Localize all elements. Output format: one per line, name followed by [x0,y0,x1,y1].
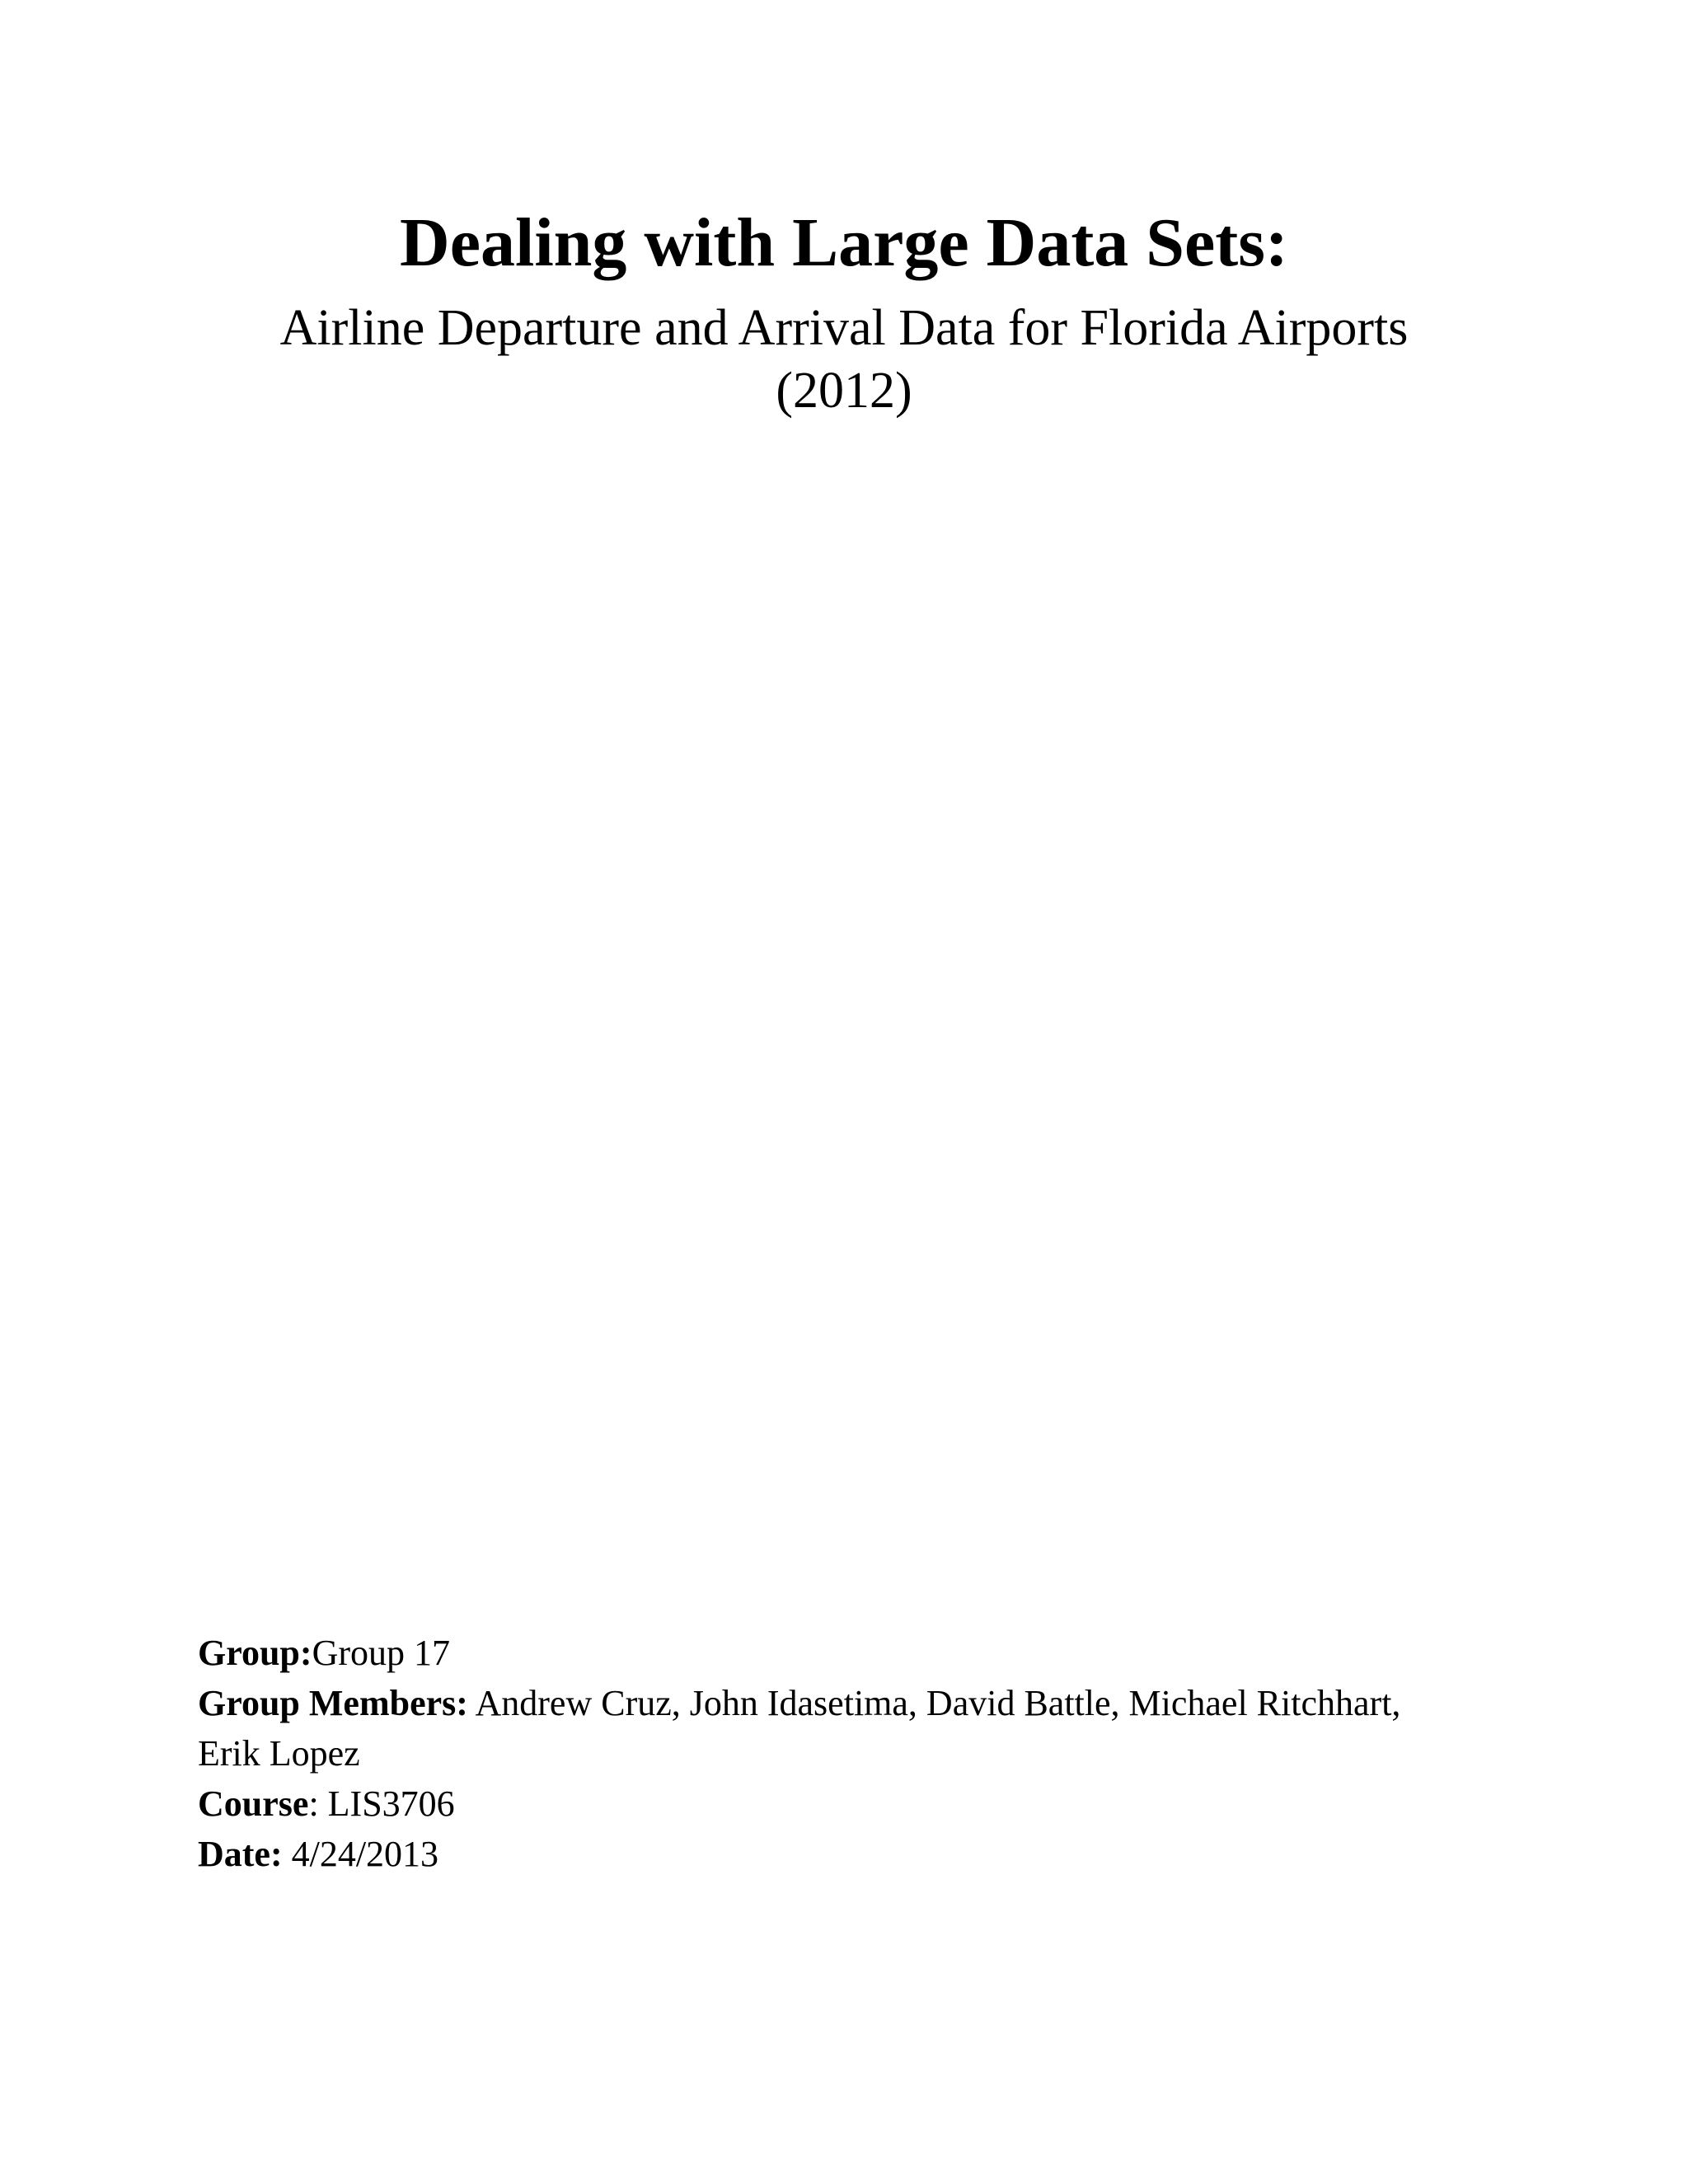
subtitle-year: (2012) [776,363,912,419]
members-line [198,1678,1517,1728]
date-line [198,1829,1517,1879]
course-line [198,1779,1517,1829]
members-value-continued: Erik Lopez [198,1733,360,1774]
group-line [198,1628,1517,1678]
date-label: Date: [198,1834,283,1874]
title-block [0,198,1688,422]
date-value: 4/24/2013 [282,1834,439,1874]
subtitle-line: Airline Departure and Arrival Data for Florida Airports [279,300,1409,356]
group-label: Group: [198,1633,312,1673]
members-value: Andrew Cruz, John Idasetima, David Battle, Michael Ritchhart, [467,1683,1401,1723]
members-line-continued [198,1728,1517,1779]
group-value: Group 17 [312,1633,450,1673]
members-label: Group Members: [198,1683,468,1723]
course-label: Course [198,1783,309,1824]
course-value: : LIS3706 [308,1783,455,1824]
document-subtitle [185,297,1503,422]
group-info-block [198,1628,1517,1879]
document-title: Dealing with Large Data Sets: [400,204,1288,281]
